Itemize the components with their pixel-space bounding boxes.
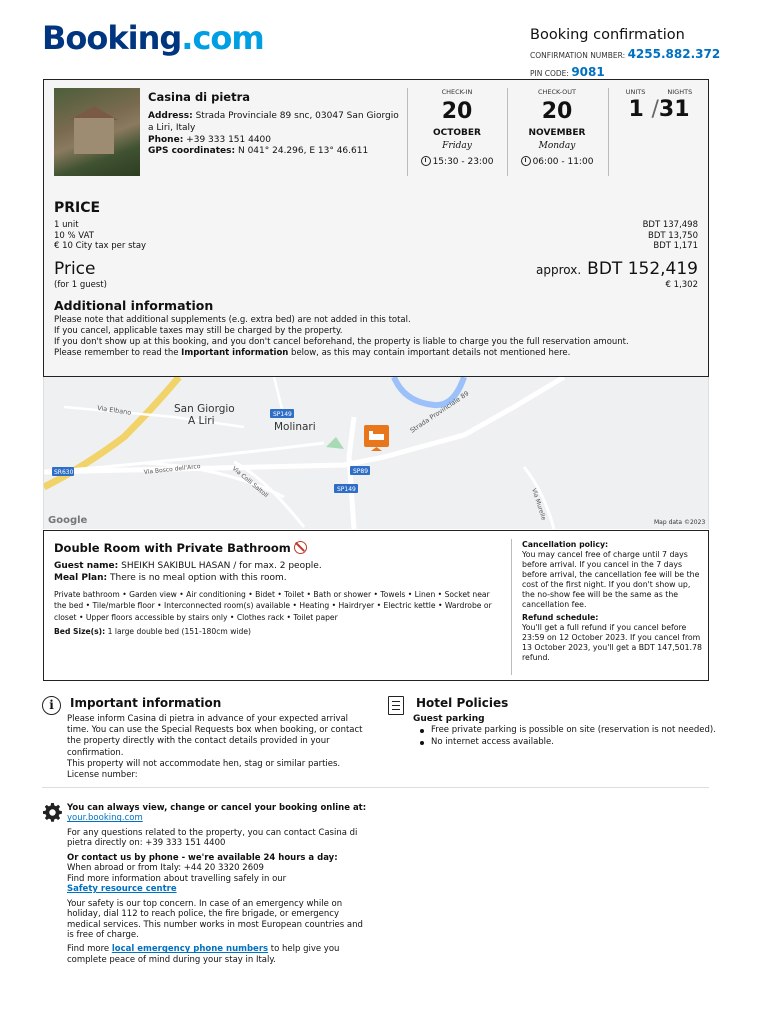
map-label-strada: Strada Provinciale 89 (408, 389, 471, 435)
map-label-via-elbano: Via Elbano (96, 404, 132, 417)
additional-info-heading: Additional information (54, 298, 214, 313)
google-logo: Google (48, 515, 88, 526)
total-label: Price (54, 259, 96, 279)
confirmation-title: Booking confirmation (530, 27, 685, 43)
guest-parking-heading: Guest parking (413, 714, 485, 724)
property-photo (54, 88, 140, 176)
map-label-sr630: SR630 (54, 469, 74, 476)
manage-booking-link[interactable]: your.booking.com (67, 813, 143, 824)
list-item: Free private parking is possible on site (reservation is not needed). (420, 725, 716, 737)
property-name: Casina di pietra (148, 90, 251, 104)
divider (507, 88, 508, 176)
property-details (148, 90, 403, 158)
map-label-san-giorgio: San Giorgio (174, 403, 235, 415)
map-data-credit: Map data ©2023 (654, 519, 706, 526)
confirmation-header (530, 26, 720, 80)
contact-section: You can always view, change or cancel your booking online at: your.booking.com For any questions related to the property, you can contact Casina di pietra directly on: +39 333 151 4400 Or contact us by phone - we're available 24 hours a day: When abroad or from Italy: +44 20 3320 2609 Find more information about travelling safely in our Safety resource centre Your safety is our top concern. In case of an emergency while on holiday, dial 112 to reach police, the fire brigade, or emergency medical services. This number works in most European countries and is free of charge. Find more local emergency phone numbers to help give you complete peace of mind during your stay in Italy. (67, 803, 367, 965)
policies-list (420, 725, 716, 749)
map-label-sp149-b: SP149 (337, 486, 356, 493)
checkin-block: CHECK-IN 20 OCTOBER Friday 15:30 - 23:00 (409, 88, 505, 168)
property-address: Address: Strada Provinciale 89 snc, 03047 San Giorgio a Liri, Italy (148, 111, 399, 134)
cancellation-policy: Cancellation policy: You may cancel free of charge until 7 days before arrival. If you cancel in the 7 days before arrival, the cancellation fee will be the cost of the first night. If you don't show up, the no-show fee will be the same as the cancellation fee. Refund schedule: You'll get a full refund if you cancel before 23:59 on 12 October 2023. If you cancel from 13 October 2023, you'll get a BDT 147,501.78 refund. (522, 540, 702, 662)
pin-code-row: PIN CODE: 9081 (530, 65, 605, 80)
confirmation-number: 4255.882.372 (627, 47, 721, 62)
nights-count: 31 (658, 97, 690, 123)
gear-icon (43, 803, 62, 822)
booking-summary-card: Casina di pietra Address: Strada Provinciale 89 snc, 03047 San Giorgio a Liri, Italy Phone: +39 333 151 4400 GPS coordinates: N 041° 24.296, E 13° 46.611 CHECK-IN 20 OCTOBER Friday 15:30 - 23:00 CHECK-OUT 20 NOVEMBER Monday 06:00 - 11:00 UNITS NIGHTS 1 /31 PRICE 1 unit 10 % VAT € 10 City tax per stay BDT 137,498 BDT 13,750 BDT 1,171 Price approx. BDT 152,419 (for 1 guest) € 1,302 Additional information Please note that additional supplements (e.g. extra bed) are not added in this total. If you cancel, applicable taxes may still be charged by the property. If you don't show up at this booking, and you don't cancel beforehand, the property is liable to charge you the full reservation amount. Please remember to read the Important information below, as this may contain important details not mentioned here. (43, 79, 709, 377)
no-smoking-icon (294, 541, 307, 554)
divider (42, 787, 709, 788)
checkout-block: CHECK-OUT 20 NOVEMBER Monday 06:00 - 11:00 (509, 88, 605, 168)
important-info-heading: Important information (70, 696, 222, 710)
map-label-via-murelle: Via Murelle (530, 487, 548, 522)
booking-logo: Booking.com (42, 19, 264, 57)
confirmation-number-row: CONFIRMATION NUMBER: 4255.882.372 (530, 47, 721, 62)
emergency-numbers-link[interactable]: local emergency phone numbers (111, 944, 269, 955)
checkin-day: 20 (441, 99, 473, 125)
pin-code: 9081 (571, 65, 605, 80)
additional-info-text: Please note that additional supplements (e.g. extra bed) are not added in this total. If you cancel, applicable taxes may still be charged by the property. If you don't show up at this booking, and you don't cancel beforehand, the property is liable to charge you the full reservation amount. Please remember to read the Important information below, as this may contain important details not mentioned here. (54, 315, 629, 358)
map-label-via-colli: Via Colli Saltoll (230, 465, 270, 500)
map-label-sp89: SP89 (353, 468, 369, 475)
meal-plan: Meal Plan: There is no meal option with this room. (54, 572, 287, 583)
units-count: 1 (628, 97, 644, 123)
total-price: approx. BDT 152,419 (536, 259, 698, 279)
divider (511, 539, 512, 675)
important-info-text: Please inform Casina di pietra in advance of your expected arrival time. You can use the Special Requests box when booking, or contact the property directly with the contact details provided in your confirmation. This property will not accommodate hen, stag or similar parties. License number: (67, 714, 363, 781)
hotel-policies-heading: Hotel Policies (416, 696, 509, 710)
safety-resource-link[interactable]: Safety resource centre (67, 884, 177, 895)
checkout-day: 20 (541, 99, 573, 125)
divider (608, 88, 609, 176)
map-label-san-giorgio-2: A Liri (188, 415, 215, 427)
units-nights-block: UNITS NIGHTS 1 /31 (625, 88, 693, 123)
bed-size: Bed Size(s): 1 large double bed (151-180cm wide) (54, 627, 251, 636)
list-item: No internet access available. (420, 737, 716, 749)
document-icon (388, 696, 404, 715)
guest-name: Guest name: SHEIKH SAKIBUL HASAN / for max. 2 people. (54, 561, 322, 571)
room-heading: Double Room with Private Bathroom (54, 541, 307, 555)
clock-icon (421, 156, 431, 166)
price-heading: PRICE (54, 200, 101, 216)
property-gps: GPS coordinates: N 041° 24.296, E 13° 46.611 (148, 146, 369, 157)
price-lines: 1 unit 10 % VAT € 10 City tax per stay (54, 220, 147, 252)
location-map[interactable] (43, 377, 709, 529)
room-facilities: Private bathroom • Garden view • Air conditioning • Bidet • Toilet • Bath or shower • Towels • Linen • Socket near the bed • Tile/marble floor • Interconnected room(s) available • Heating • Hairdryer • Electric kettle • Wardrobe or closet • Upper floors accessible by stairs only • Clothes rack • Toilet paper (54, 590, 492, 622)
room-details-card (43, 530, 709, 681)
map-label-via-bosco: Via Bosco dell'Arco (143, 463, 201, 476)
property-phone: Phone: +39 333 151 4400 (148, 134, 272, 145)
clock-icon (521, 156, 531, 166)
map-label-sp149-a: SP149 (273, 411, 292, 418)
map-label-molinari: Molinari (274, 421, 316, 433)
price-values: BDT 137,498 BDT 13,750 BDT 1,171 (642, 220, 698, 252)
info-icon: i (42, 696, 61, 715)
price-eur: € 1,302 (665, 280, 698, 290)
divider (407, 88, 408, 176)
